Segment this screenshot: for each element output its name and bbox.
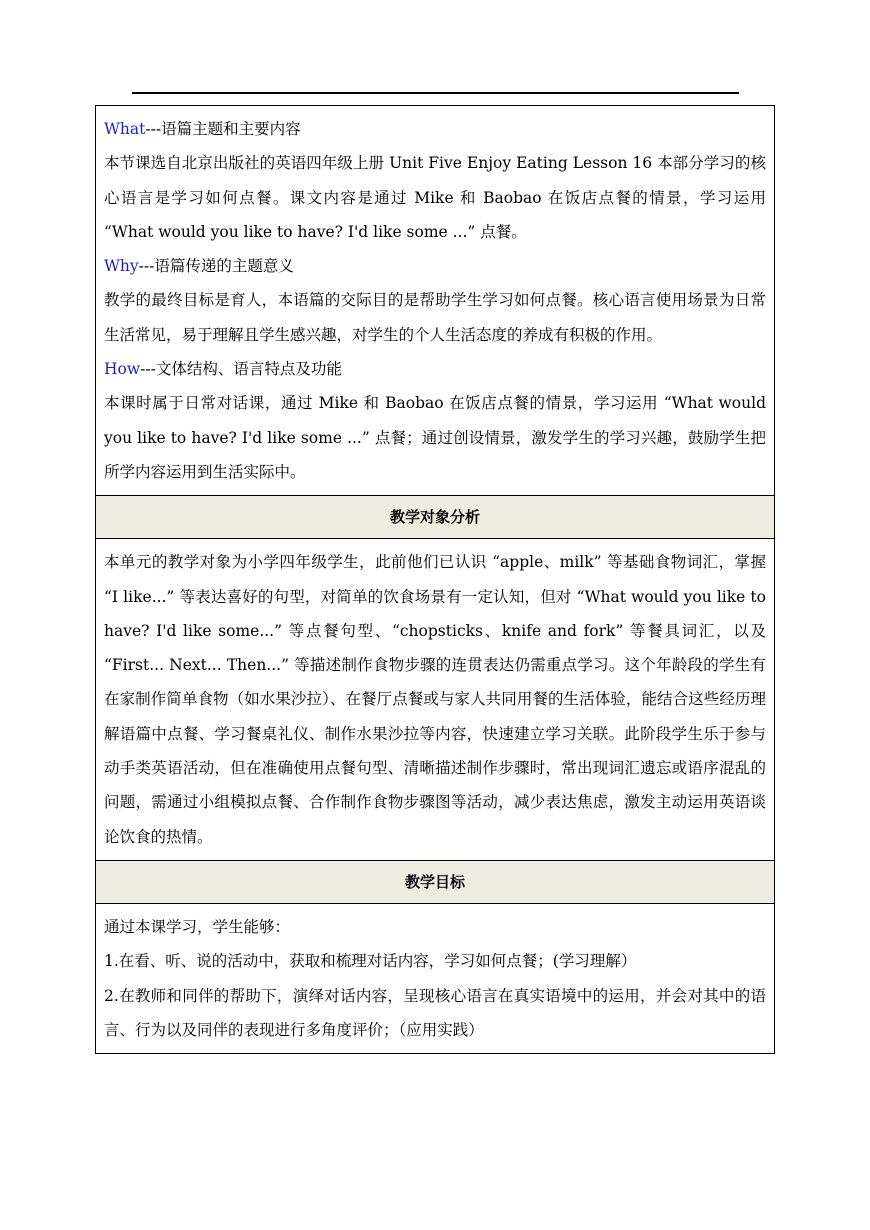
objectives-intro: 通过本课学习，学生能够： xyxy=(104,917,291,936)
objective-item: 1.在看、听、说的活动中，获取和梳理对话内容，学习如何点餐；(学习理解） xyxy=(104,952,637,971)
learners-body-row xyxy=(96,539,775,861)
why-body: 教学的最终目标是育人，本语篇的交际目的是帮助学生学习如何点餐。核心语言使用场景为日常生活常见，易于理解且学生感兴趣，对学生的个人生活态度的养成有积极的作用。 xyxy=(104,291,766,344)
how-heading xyxy=(104,352,766,386)
how-body: 本课时属于日常对话课，通过 Mike 和 Baobao 在饭店点餐的情景，学习运用 “What would you like to have? I'd like some ...” 点餐；通过创设情景，激发学生的学习兴趣，鼓励学生把所学内容运用到生活实际中。 xyxy=(104,394,766,481)
learners-heading: 教学对象分析 xyxy=(96,496,775,539)
why-label: Why xyxy=(104,257,139,276)
header-rule xyxy=(132,92,739,94)
what-label: What xyxy=(104,120,146,138)
learners-heading-row xyxy=(96,496,775,539)
what-body: 本节课选自北京出版社的英语四年级上册 Unit Five Enjoy Eating Lesson 16 本部分学习的核心语言是学习如何点餐。课文内容是通过 Mike 和 Baobao 在饭店点餐的情景，学习运用 “What would you like to have? I'd like some ...” 点餐。 xyxy=(104,154,766,241)
how-label: How xyxy=(104,360,141,379)
learners-body: 本单元的教学对象为小学四年级学生，此前他们已认识 “apple、milk” 等基础食物词汇，掌握 “I like...” 等表达喜好的句型，对简单的饮食场景有一定认知，但对 “What would you like to have? I'd like some...” 等点餐句型、“chopsticks、knife and fork” 等餐具词汇，以及 “First... Next... Then...” 等描述制作食物步骤的连贯表达仍需重点学习。这个年龄段的学生有在家制作简单食物（如水果沙拉）、在餐厅点餐或与家人共同用餐的生活体验，能结合这些经历理解语篇中点餐、学习餐桌礼仪、制作水果沙拉等内容，快速建立学习关联。此阶段学生乐于参与动手类英语活动，但在准确使用点餐句型、清晰描述制作步骤时，常出现词汇遗忘或语序混乱的问题，需通过小组模拟点餐、合作制作食物步骤图等活动，减少表达焦虑，激发主动运用英语谈论饮食的热情。 xyxy=(104,553,766,846)
why-heading xyxy=(104,249,766,283)
objectives-heading-row xyxy=(96,860,775,903)
objectives-heading: 教学目标 xyxy=(96,860,775,903)
lesson-plan-table xyxy=(95,105,775,1054)
objectives-body-row xyxy=(96,903,775,1053)
learners-cell xyxy=(96,539,775,861)
why-suffix: ---语篇传递的主题意义 xyxy=(138,257,294,276)
objectives-cell xyxy=(96,903,775,1053)
how-suffix: ---文体结构、语言特点及功能 xyxy=(140,360,342,379)
objective-item: 2.在教师和同伴的帮助下，演绎对话内容，呈现核心语言在真实语境中的运用，并会对其中的语言、行为以及同伴的表现进行多角度评价；（应用实践） xyxy=(104,986,766,1039)
what-heading xyxy=(104,112,766,146)
text-analysis-cell xyxy=(96,106,775,496)
what-suffix: ---语篇主题和主要内容 xyxy=(145,120,301,138)
analysis-row xyxy=(96,106,775,496)
